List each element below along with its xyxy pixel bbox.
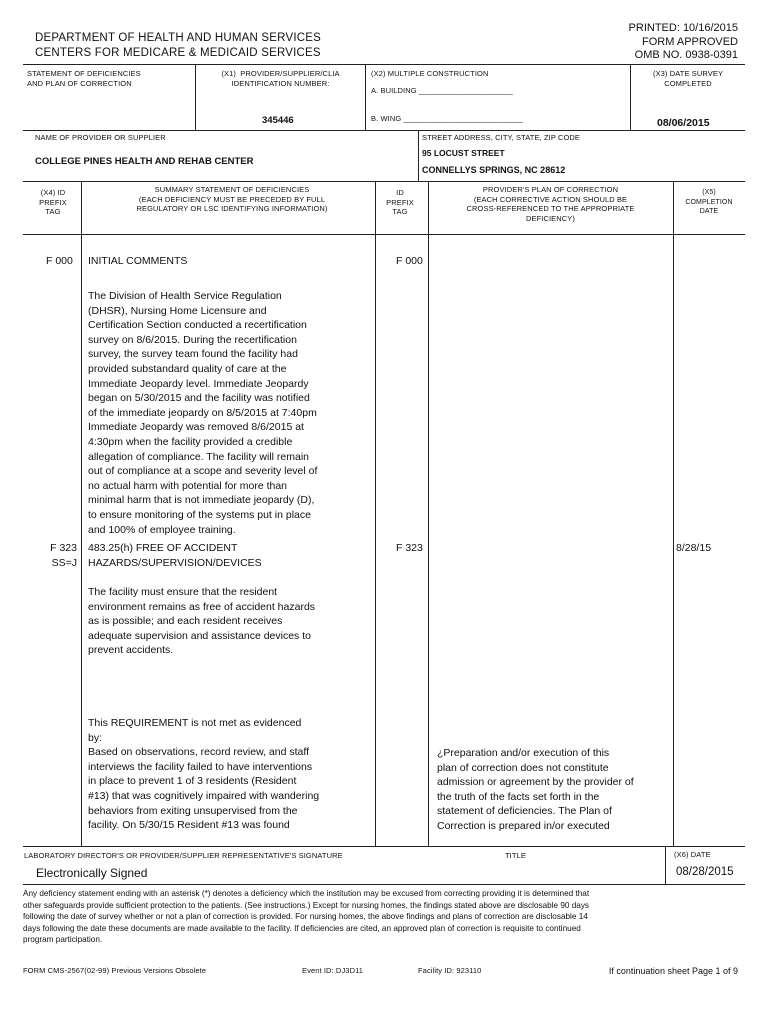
street-address: 95 LOCUST STREET bbox=[422, 148, 505, 158]
text-line: no actual harm with potential for more than bbox=[88, 479, 288, 492]
provider-name: COLLEGE PINES HEALTH AND REHAB CENTER bbox=[35, 156, 254, 167]
survey-date: 08/06/2015 bbox=[657, 117, 710, 129]
f323-title bbox=[88, 541, 262, 570]
agency-line: CENTERS FOR MEDICARE & MEDICAID SERVICES bbox=[35, 47, 321, 59]
rule bbox=[23, 846, 745, 847]
text-line: The facility must ensure that the resident bbox=[88, 586, 278, 598]
id-f000: F 000 bbox=[396, 255, 423, 267]
rule bbox=[418, 130, 419, 181]
initial-comments-title: INITIAL COMMENTS bbox=[88, 255, 188, 267]
rule bbox=[23, 64, 745, 65]
text-line: the truth of the facts set forth in the bbox=[437, 790, 600, 803]
department-title bbox=[35, 31, 321, 60]
disclaimer-line: days following the date these documents are made available to the facility. If deficiencies are cited, an approved plan of correction is requisite to continued bbox=[23, 923, 581, 933]
signature-date: 08/28/2015 bbox=[676, 866, 734, 878]
print-info bbox=[629, 22, 738, 63]
text-line: out of compliance at a scope and severity level of bbox=[88, 465, 318, 478]
text-line: by: bbox=[88, 731, 103, 744]
id-f323: F 323 bbox=[396, 542, 423, 554]
text-line: Immediate Jeopardy level. Immediate Jeopardy bbox=[88, 377, 309, 390]
rule bbox=[23, 130, 745, 131]
requirement-text bbox=[88, 585, 315, 658]
text-line: The Division of Health Service Regulation bbox=[88, 290, 282, 302]
text-line: to ensure monitoring of the systems put in place bbox=[88, 508, 311, 521]
signature-value: Electronically Signed bbox=[36, 866, 148, 880]
provider-id: 345446 bbox=[262, 115, 294, 126]
text-line: Based on observations, record review, and staff bbox=[88, 746, 310, 759]
disclaimer-line: other safeguards provide sufficient protection to the patients. (See instructions.) Except for nursing homes, the findings stated above are disclosable 90 days bbox=[23, 900, 590, 910]
printed-date: PRINTED: 10/16/2015 bbox=[628, 22, 738, 34]
text-line: behaviors from exiting unsupervised from the bbox=[88, 804, 298, 817]
text-line: prevent accidents. bbox=[88, 644, 174, 657]
signature-label: LABORATORY DIRECTOR'S OR PROVIDER/SUPPLIER REPRESENTATIVE'S SIGNATURE bbox=[24, 851, 343, 860]
rule bbox=[365, 64, 366, 130]
disclaimer-line: following the date of survey whether or not a plan of correction is provided. For nursing homes, the above findings and plans of correction are disclosable 14 bbox=[23, 912, 588, 922]
disclaimer bbox=[23, 888, 589, 946]
text-line: survey, the survey team found the facility had bbox=[88, 348, 298, 361]
col-header-x4: (X4) ID PREFIX TAG bbox=[39, 188, 67, 216]
completion-date: 8/28/15 bbox=[676, 542, 712, 554]
text-line: plan of correction does not constitute bbox=[437, 761, 609, 774]
tag-f323-code: F 323 bbox=[50, 542, 77, 554]
address-label: STREET ADDRESS, CITY, STATE, ZIP CODE bbox=[422, 133, 581, 142]
text-line: adequate supervision and assistance devices to bbox=[88, 629, 311, 642]
department-line: DEPARTMENT OF HEALTH AND HUMAN SERVICES bbox=[35, 32, 321, 44]
text-line: ¿Preparation and/or execution of this bbox=[437, 747, 610, 759]
text-line: This REQUIREMENT is not met as evidenced bbox=[88, 717, 302, 729]
statement-label: STATEMENT OF DEFICIENCIES AND PLAN OF CORRECTION bbox=[27, 69, 141, 88]
city-state-zip: CONNELLYS SPRINGS, NC 28612 bbox=[422, 165, 566, 175]
scope-severity: SS=J bbox=[51, 556, 77, 569]
text-line: in place to prevent 1 of 3 residents (Resident bbox=[88, 775, 297, 788]
title-label: TITLE bbox=[505, 851, 526, 860]
page-indicator: If continuation sheet Page 1 of 9 bbox=[608, 966, 738, 976]
form-number: FORM CMS-2567(02-99) Previous Versions Obsolete bbox=[23, 966, 207, 975]
text-line: Immediate Jeopardy was removed 8/6/2015 at bbox=[88, 421, 304, 434]
rule bbox=[195, 64, 196, 130]
facility-id: Facility ID: 923110 bbox=[418, 966, 482, 975]
col-header-summary: SUMMARY STATEMENT OF DEFICIENCIES (EACH DEFICIENCY MUST BE PRECEDED BY FULL REGULATORY OR LSC IDENTIFYING INFORMATION) bbox=[136, 185, 328, 213]
f323-title-line: 483.25(h) FREE OF ACCIDENT bbox=[88, 542, 238, 554]
rule bbox=[428, 181, 429, 846]
col-header-plan: PROVIDER'S PLAN OF CORRECTION (EACH CORRECTIVE ACTION SHOULD BE CROSS-REFERENCED TO THE APPROPRIATE DEFICIENCY) bbox=[466, 185, 635, 223]
disclaimer-line: Any deficiency statement ending with an asterisk (*) denotes a deficiency which the institution may be excused from correcting providing it is determined that bbox=[23, 889, 590, 898]
building-field: A. BUILDING ______________________ bbox=[371, 86, 513, 95]
text-line: (DHSR), Nursing Home Licensure and bbox=[88, 304, 267, 317]
text-line: of the immediate jeopardy on 8/5/2015 at 7:40pm bbox=[88, 406, 317, 419]
f323-title-line: HAZARDS/SUPERVISION/DEVICES bbox=[88, 556, 262, 569]
x3-label: (X3) DATE SURVEY COMPLETED bbox=[652, 69, 724, 88]
plan-of-correction-text bbox=[437, 746, 634, 834]
text-line: as is possible; and each resident receives bbox=[88, 615, 283, 628]
text-line: provided substandard quality of care at the bbox=[88, 362, 287, 375]
disclaimer-line: program participation. bbox=[23, 935, 103, 945]
initial-comments-text bbox=[88, 289, 373, 537]
x2-label: (X2) MULTIPLE CONSTRUCTION bbox=[371, 69, 489, 78]
text-line: #13) that was cognitively impaired with wandering bbox=[88, 789, 320, 802]
text-line: admission or agreement by the provider of bbox=[437, 776, 634, 789]
text-line: 4:30pm when the facility provided a credible bbox=[88, 435, 293, 448]
rule bbox=[673, 181, 674, 846]
rule bbox=[81, 181, 82, 846]
text-line: survey on 8/6/2015. During the recertification bbox=[88, 333, 297, 346]
rule bbox=[665, 846, 666, 884]
col-header-id: ID PREFIX TAG bbox=[386, 188, 414, 216]
x1-label: (X1) PROVIDER/SUPPLIER/CLIA IDENTIFICATION NUMBER: bbox=[221, 69, 340, 88]
rule bbox=[23, 234, 745, 235]
text-line: began on 5/30/2015 and the facility was notified bbox=[88, 392, 310, 405]
x6-date-label: (X6) DATE bbox=[674, 850, 711, 859]
tag-f323 bbox=[30, 541, 77, 570]
rule bbox=[23, 884, 745, 885]
text-line: Correction is prepared in/or executed bbox=[437, 819, 610, 832]
text-line: minimal harm that is not immediate jeopardy (D), bbox=[88, 494, 315, 507]
wing-field: B. WING ____________________________ bbox=[371, 114, 524, 123]
evidence-text bbox=[88, 716, 319, 833]
omb-number: OMB NO. 0938-0391 bbox=[634, 49, 738, 61]
text-line: facility. On 5/30/15 Resident #13 was found bbox=[88, 819, 290, 832]
text-line: statement of deficiencies. The Plan of bbox=[437, 805, 612, 818]
text-line: allegation of compliance. The facility will remain bbox=[88, 450, 309, 463]
text-line: Certification Section conducted a recertification bbox=[88, 319, 307, 332]
rule bbox=[375, 181, 376, 846]
text-line: environment remains as free of accident hazards bbox=[88, 600, 316, 613]
rule bbox=[630, 64, 631, 130]
form-approved: FORM APPROVED bbox=[642, 35, 738, 48]
text-line: and 100% of employee training. bbox=[88, 523, 236, 536]
text-line: interviews the facility failed to have interventions bbox=[88, 760, 313, 773]
col-header-x5: (X5) COMPLETION DATE bbox=[685, 189, 733, 215]
provider-name-label: NAME OF PROVIDER OR SUPPLIER bbox=[35, 133, 166, 142]
event-id: Event ID: DJ3D11 bbox=[302, 966, 364, 975]
rule bbox=[23, 181, 745, 182]
tag-f000: F 000 bbox=[46, 255, 73, 267]
